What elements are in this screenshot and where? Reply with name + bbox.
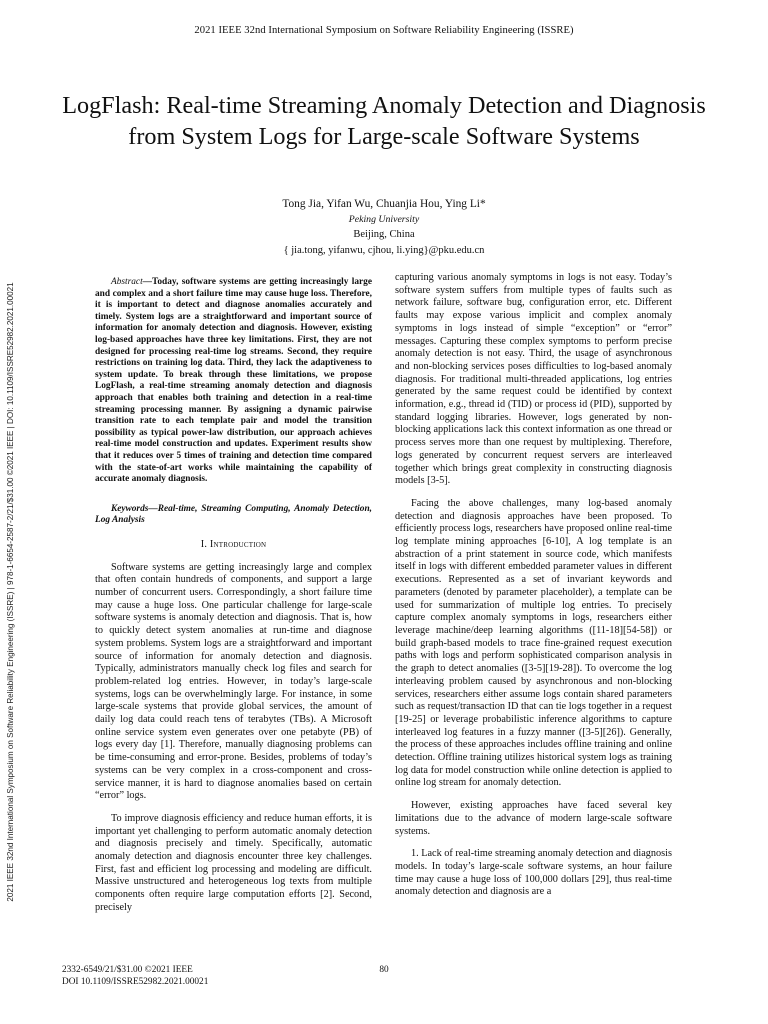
affiliation-location: Beijing, China <box>353 229 415 240</box>
keywords-label: Keywords <box>111 503 149 514</box>
abstract-label: Abstract <box>111 277 143 287</box>
intro-paragraph-1: Software systems are getting increasingly large and complex that often contain hundreds of components, and support a large number of concurrent users. Correspondingly, a short failure time may cause a huge loss. One particular challenge for large-scale software systems is anomaly detection and diagnosis. That is, how to quickly detect system anomalies at run-time and diagnose system problems. System logs are a straightforward and important source of information for anomaly detection and diagnosis. Typically, administrators manually check log files and search for problem-related log entries. However, in today’s large-scale systems, logs can be overwhelmingly large. For instance, in some large-scale systems that provide global services, the amount of daily log data could reach tens of terabytes (TBs). A Microsoft online service system even generates over one petabyte (PB) of logs every day [1]. Therefore, manually diagnosing problems can be time-consuming and error-prone. Besides, problems of today’s systems can be very complex in a cross-component and cross-service manner, it is hard to diagnose anomalies based on certain “error” logs. <box>95 561 372 802</box>
footer-doi: DOI 10.1109/ISSRE52982.2021.00021 <box>62 976 209 987</box>
section-heading-introduction: I. Introduction <box>200 538 267 550</box>
right-paragraph-4: 1. Lack of real-time streaming anomaly detection and diagnosis models. In today’s large-scale software systems, an hour failure time may cause a huge loss of 100,000 dollars [29], thus real-time anomaly detection and diagnosis are a <box>395 848 673 898</box>
page-number: 80 <box>379 965 389 975</box>
author-list: Tong Jia, Yifan Wu, Chuanjia Hou, Ying Li* <box>282 198 486 210</box>
conference-header: 2021 IEEE 32nd International Symposium on Software Reliability Engineering (ISSRE) <box>194 25 574 36</box>
abstract <box>95 277 372 486</box>
right-paragraph-2: Facing the above challenges, many log-based anomaly detection and diagnosis approaches have been proposed. To efficiently process logs, researchers have proposed online real-time log template mining approaches [6-10], A log template is an abstraction of a print statement in source code, which manifests itself in logs with different embedded parameter values in different executions. Represented as a set of invariant keywords and parameters (denoted by parameter placeholder), a template can be used for summarization of multiple log entries. To precisely capture complex anomaly symptoms in logs, researchers either leverage machine/deep learning algorithms ([11-18][54-58]) or build graph-based models to trace fine-grained request execution paths with logs and perform sophisticated comparison analysis in the graph to detect anomalies ([3-5][19-28]). To overcome the log interleaving problem caused by asynchronous and non-blocking services, researchers either assume logs contain shared parameters such as request/transaction ID that can tie logs together in a request [19-25] or leverage probabilistic inference algorithms to capture interleaved log features in a fuzzy manner ([3-5][26]). Generally, the process of these approaches includes offline training and online detection. Offline training utilizes historical system logs as training log data for model construction while online detection is applied to online log stream for anomaly detection. <box>395 497 672 789</box>
right-paragraph-1: capturing various anomaly symptoms in logs is not easy. Today’s software system suffers from multiple types of faults such as network failure, software bug, configuration error, etc. Different faults may expose various implicit and complex anomaly symptoms in logs instead of simple “exception” or “error” messages. Capturing these complex symptoms to perform precise anomaly detection is not easy. Third, the usage of asynchronous and non-blocking services poses difficulties to log-based anomaly diagnosis. For traditional multi-threaded applications, log entries generated by the same request could be identified by context information, e.g., thread id (TID) or process id (PID), supported by standard logging libraries. However, logs generated by non-blocking applications lack this context information as one thread or process serves more than one request by multiplexing. Therefore, logs generated by concurrent request servers are interleaved together which brings great complexity in constructing diagnosis models [3-5]. <box>395 272 672 487</box>
paper-title: LogFlash: Real-time Streaming Anomaly Detection and Diagnosis from System Logs for Large-scale Software Systems <box>62 92 706 150</box>
affiliation: Peking University <box>348 214 420 225</box>
keywords <box>95 504 372 527</box>
left-column <box>95 277 372 915</box>
sidebar-citation: 2021 IEEE 32nd International Symposium on Software Reliability Engineering (ISSRE) | 978-1-6654-2587-2/21/$31.00 ©2021 IEEE | DOI: 10.1109/ISSRE52982.2021.00021 <box>6 282 15 902</box>
author-emails: { jia.tong, yifanwu, cjhou, li.ying}@pku.edu.cn <box>283 245 485 256</box>
intro-paragraph-2: To improve diagnosis efficiency and reduce human efforts, it is important yet challenging to perform automatic anomaly detection and diagnosis precisely and timely. Specifically, automatic anomaly detection and diagnosis encounter three key challenges. First, fast and efficient log processing and modeling are difficult. Massive unstructured and heterogeneous log texts from multiple components often require large computation efforts [2]. Second, precisely <box>95 812 372 913</box>
keywords-text: —Real-time, Streaming Computing, Anomaly Detection, Log Analysis <box>95 503 372 526</box>
footer-issn: 2332-6549/21/$31.00 ©2021 IEEE <box>62 965 193 975</box>
right-paragraph-3: However, existing approaches have faced several key limitations due to the advance of modern large-scale software systems. <box>395 800 672 837</box>
right-column <box>395 272 672 899</box>
abstract-text: —Today, software systems are getting increasingly large and complex and a short failure time may cause huge loss. Therefore, it is important to detect and diagnose anomalies accurately and timely. System logs are a straightforward and important source of information for anomaly detection and diagnosis. However, existing log-based approaches have three key limitations. First, they are not designed for processing real-time log streams. Second, they require restrictions on training log data. Third, they lack the adaptiveness to system update. To break through these limitations, we propose LogFlash, a real-time streaming anomaly detection and diagnosis approach that enables both training and detection in a real-time streaming processing manner. By assigning a dynamic pairwise transition rate to each template pair and model the transition possibility as typical power-law distribution, our approach achieves real-time model construction and updates. Experiment results show that it reduces over 5 times of training and detection time compared with the state-of-art works while maintaining the capability of accurate anomaly diagnosis. <box>95 277 372 485</box>
